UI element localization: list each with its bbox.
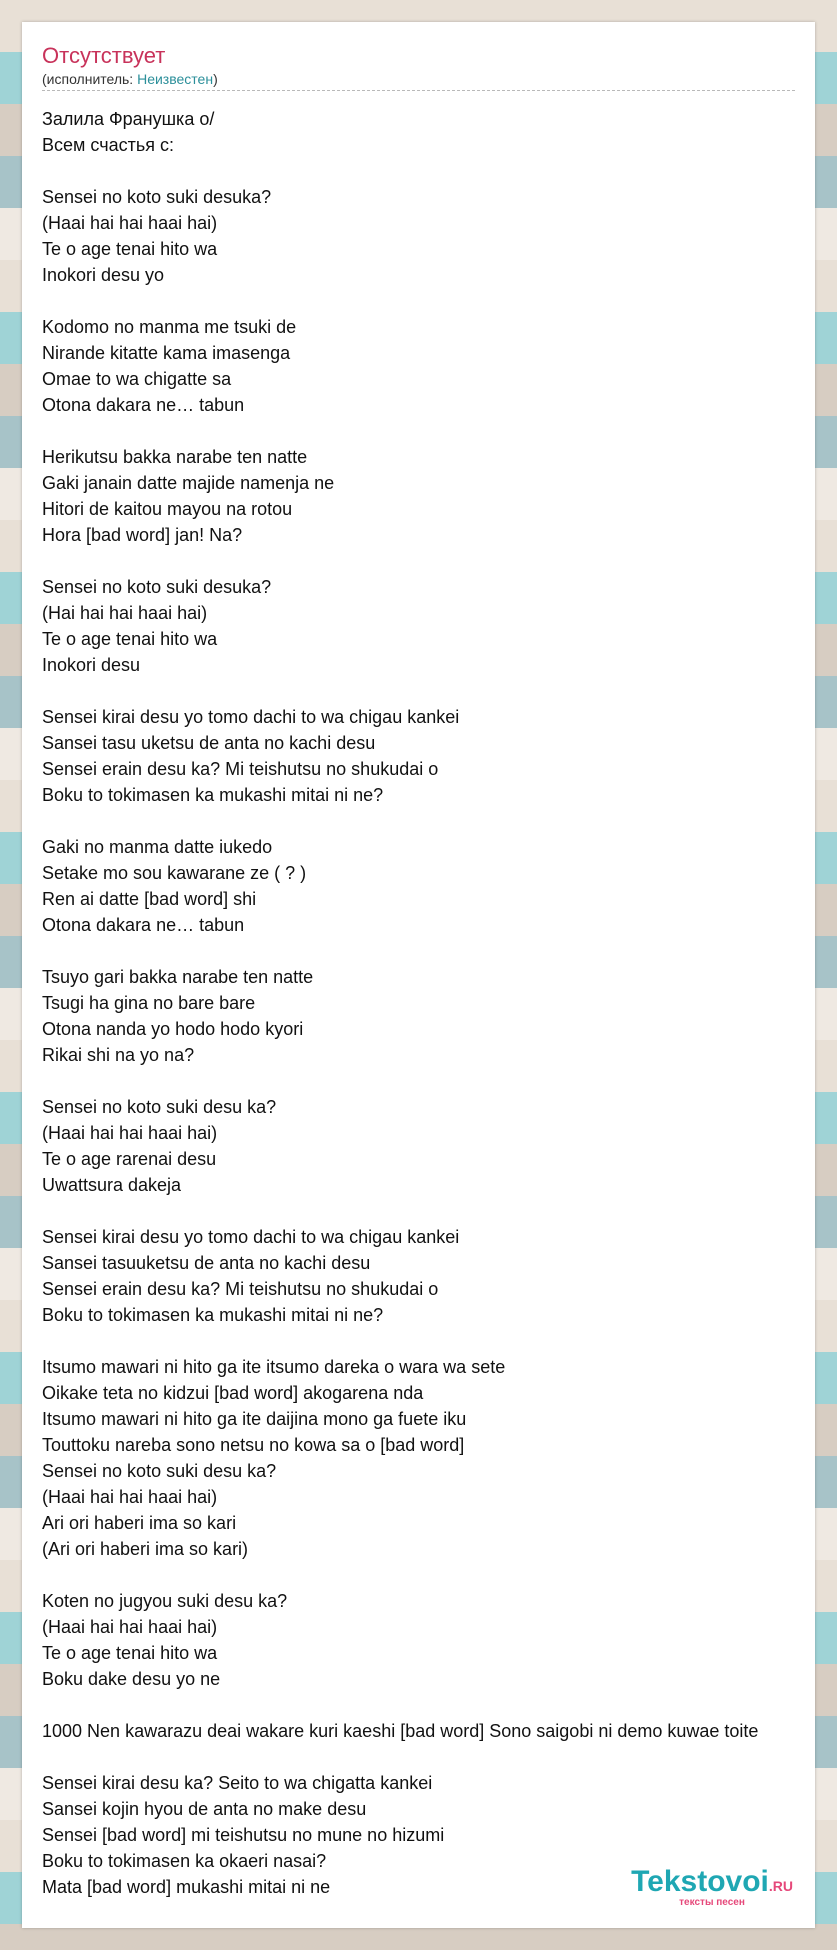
lyric-line: Sensei no koto suki desu ka?: [42, 1461, 277, 1481]
lyric-line: [42, 1692, 815, 1718]
lyric-line: [42, 158, 815, 184]
lyric-line: [42, 288, 815, 314]
lyric-line: Oikake teta no kidzui [bad word] akogarena nda: [42, 1383, 424, 1403]
lyric-line: Nirande kitatte kama imasenga: [42, 343, 291, 363]
lyric-line: Sensei no koto suki desuka?: [42, 577, 272, 597]
lyric-line: (Haai hai hai haai hai): [42, 1487, 218, 1507]
lyric-line: Tsuyo gari bakka narabe ten natte: [42, 967, 314, 987]
lyric-line: Sensei kirai desu ka? Seito to wa chigatta kankei: [42, 1773, 433, 1793]
lyric-line: (Haai hai hai haai hai): [42, 1617, 218, 1637]
artist-prefix: (исполнитель:: [42, 71, 138, 87]
lyric-line: Otona dakara ne… tabun: [42, 395, 245, 415]
lyric-line: Ren ai datte [bad word] shi: [42, 889, 257, 909]
lyric-line: Всем счастья с:: [42, 135, 174, 155]
lyric-line: Mata [bad word] mukashi mitai ni ne: [42, 1877, 331, 1897]
lyric-line: Sensei erain desu ka? Mi teishutsu no shukudai o: [42, 759, 439, 779]
artist-suffix: ): [213, 71, 218, 87]
lyric-line: [42, 938, 815, 964]
site-logo[interactable]: [631, 1867, 793, 1908]
lyric-line: Sensei kirai desu yo tomo dachi to wa chigau kankei: [42, 707, 460, 727]
lyric-line: Inokori desu yo: [42, 265, 165, 285]
lyric-line: [42, 1562, 815, 1588]
lyric-line: Hora [bad word] jan! Na?: [42, 525, 243, 545]
lyric-line: Gaki no manma datte iukedo: [42, 837, 273, 857]
lyric-line: Tsugi ha gina no bare bare: [42, 993, 256, 1013]
logo-tld: .RU: [768, 1878, 793, 1894]
lyric-line: (Ari ori haberi ima so kari): [42, 1539, 249, 1559]
lyric-line: Touttoku nareba sono netsu no kowa sa o [bad word]: [42, 1435, 465, 1455]
lyric-line: Sansei tasuuketsu de anta no kachi desu: [42, 1253, 371, 1273]
lyric-line: Gaki janain datte majide namenja ne: [42, 473, 335, 493]
logo-name: Tekstovoi: [631, 1865, 769, 1898]
logo-tagline: тексты песен: [679, 1897, 745, 1908]
lyric-line: (Haai hai hai haai hai): [42, 1123, 218, 1143]
lyric-line: [42, 1198, 815, 1224]
artist-line: [42, 70, 795, 88]
lyric-line: Ari ori haberi ima so kari: [42, 1513, 237, 1533]
lyrics-body: [42, 106, 815, 1900]
lyric-line: [42, 1068, 815, 1094]
lyric-line: 1000 Nen kawarazu deai wakare kuri kaeshi [bad word] Sono saigobi ni demo kuwae toite: [42, 1721, 759, 1741]
lyric-line: Te o age tenai hito wa: [42, 239, 218, 259]
song-header: [42, 42, 795, 91]
lyric-line: Omae to wa chigatte sa: [42, 369, 232, 389]
lyric-line: [42, 1744, 815, 1770]
lyric-line: [42, 1328, 815, 1354]
lyric-line: Sensei kirai desu yo tomo dachi to wa chigau kankei: [42, 1227, 460, 1247]
lyric-line: Sansei tasu uketsu de anta no kachi desu: [42, 733, 376, 753]
lyric-line: Koten no jugyou suki desu ka?: [42, 1591, 288, 1611]
lyric-line: Hitori de kaitou mayou na rotou: [42, 499, 293, 519]
lyric-line: Otona nanda yo hodo hodo kyori: [42, 1019, 304, 1039]
lyric-line: (Hai hai hai haai hai): [42, 603, 208, 623]
lyric-line: Kodomo no manma me tsuki de: [42, 317, 297, 337]
lyric-line: Te o age tenai hito wa: [42, 629, 218, 649]
lyric-line: [42, 678, 815, 704]
lyric-line: Залила Франушка о/: [42, 109, 215, 129]
lyric-line: Sensei erain desu ka? Mi teishutsu no shukudai o: [42, 1279, 439, 1299]
lyric-line: Te o age rarenai desu: [42, 1149, 217, 1169]
lyric-line: [42, 418, 815, 444]
lyric-line: [42, 808, 815, 834]
lyric-line: Herikutsu bakka narabe ten natte: [42, 447, 308, 467]
lyric-line: Boku to tokimasen ka mukashi mitai ni ne?: [42, 1305, 384, 1325]
lyric-line: Itsumo mawari ni hito ga ite daijina mono ga fuete iku: [42, 1409, 467, 1429]
lyric-line: Sensei no koto suki desu ka?: [42, 1097, 277, 1117]
lyric-line: Sansei kojin hyou de anta no make desu: [42, 1799, 367, 1819]
lyric-line: [42, 548, 815, 574]
lyric-line: Otona dakara ne… tabun: [42, 915, 245, 935]
lyric-line: Te o age tenai hito wa: [42, 1643, 218, 1663]
lyric-line: Inokori desu: [42, 655, 141, 675]
lyrics-sheet: [22, 22, 815, 1928]
lyric-line: Setake mo sou kawarane ze ( ? ): [42, 863, 307, 883]
song-title: Отсутствует: [42, 43, 166, 68]
artist-link[interactable]: Неизвестен: [137, 71, 214, 87]
lyric-line: Itsumo mawari ni hito ga ite itsumo dareka o wara wa sete: [42, 1357, 506, 1377]
lyric-line: Sensei no koto suki desuka?: [42, 187, 272, 207]
lyric-line: Sensei [bad word] mi teishutsu no mune no hizumi: [42, 1825, 445, 1845]
lyric-line: (Haai hai hai haai hai): [42, 213, 218, 233]
lyric-line: Boku to tokimasen ka okaeri nasai?: [42, 1851, 327, 1871]
lyric-line: Boku dake desu yo ne: [42, 1669, 221, 1689]
lyric-line: Boku to tokimasen ka mukashi mitai ni ne?: [42, 785, 384, 805]
lyric-line: Uwattsura dakeja: [42, 1175, 182, 1195]
lyric-line: Rikai shi na yo na?: [42, 1045, 195, 1065]
